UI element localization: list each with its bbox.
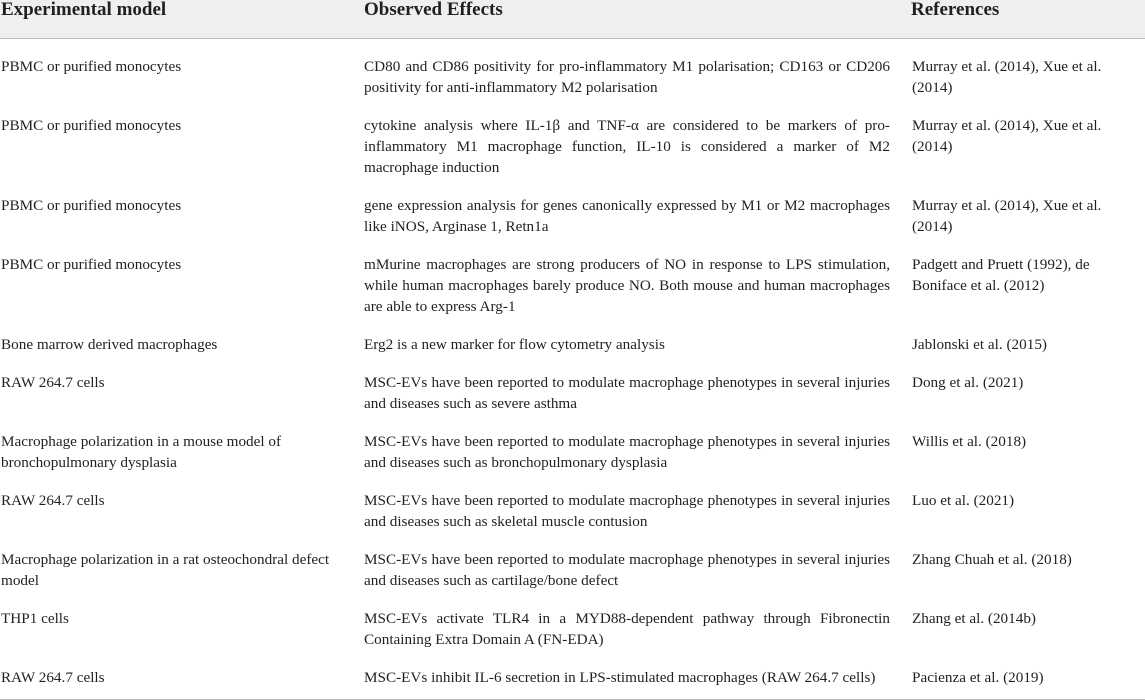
cell-model: Macrophage polarization in a rat osteochondral defect model [1,551,330,589]
cell-model: THP1 cells [1,610,69,627]
cell-effects: cytokine analysis where IL-1β and TNF-α are considered to be markers of pro-inflammatory M1 macrophage function, IL-10 is considered a marker of M2 macrophage induction [364,117,890,176]
table-row [0,99,1145,179]
cell-effects: Erg2 is a new marker for flow cytometry analysis [364,336,665,353]
cell-references: Jablonski et al. (2015) [912,336,1047,353]
cell-effects: MSC-EVs inhibit IL-6 secretion in LPS-stimulated macrophages (RAW 264.7 cells) [362,651,910,700]
cell-model: RAW 264.7 cells [1,492,105,509]
header-experimental-model: Experimental model [0,0,362,39]
cell-references: Willis et al. (2018) [912,433,1027,450]
cell-references: Luo et al. (2021) [912,492,1015,509]
table-row [0,651,1145,700]
cell-effects: MSC-EVs have been reported to modulate macrophage phenotypes in several injuries and diseases such as skeletal muscle contusion [364,492,890,530]
cell-references: Murray et al. (2014), Xue et al. (2014) [912,58,1102,96]
table-row [0,179,1145,238]
table-row [0,415,1145,474]
cell-model: PBMC or purified monocytes [1,117,182,134]
cell-effects: MSC-EVs have been reported to modulate macrophage phenotypes in several injuries and diseases such as bronchopulmonary dysplasia [364,433,890,471]
cell-model: PBMC or purified monocytes [1,58,182,75]
cell-references: Zhang et al. (2014b) [912,610,1036,627]
cell-references: Murray et al. (2014), Xue et al. (2014) [912,117,1102,155]
table-row [0,39,1145,100]
table-row [0,592,1145,651]
table-row [0,318,1145,356]
cell-model: PBMC or purified monocytes [1,256,182,273]
table-row [0,238,1145,318]
cell-model: Bone marrow derived macrophages [1,336,218,353]
cell-references: Padgett and Pruett (1992), de Boniface et al. (2012) [912,256,1090,294]
table-header [0,0,1145,39]
table-body [0,39,1145,700]
header-references: References [910,0,1145,39]
cell-references: Dong et al. (2021) [912,374,1024,391]
cell-references: Pacienza et al. (2019) [910,651,1145,700]
header-observed-effects: Observed Effects [362,0,910,39]
cell-effects: gene expression analysis for genes canonically expressed by M1 or M2 macrophages like iNOS, Arginase 1, Retn1a [364,197,890,235]
cell-effects: CD80 and CD86 positivity for pro-inflammatory M1 polarisation; CD163 or CD206 positivity for anti-inflammatory M2 polarisation [364,58,890,96]
cell-effects: MSC-EVs have been reported to modulate macrophage phenotypes in several injuries and diseases such as severe asthma [364,374,890,412]
cell-references: Zhang Chuah et al. (2018) [912,551,1072,568]
cell-effects: MSC-EVs activate TLR4 in a MYD88-dependent pathway through Fibronectin Containing Extra Domain A (FN-EDA) [364,610,890,648]
cell-references: Murray et al. (2014), Xue et al. (2014) [912,197,1102,235]
table-row [0,474,1145,533]
header-row [0,0,1145,39]
table-row [0,533,1145,592]
cell-model: RAW 264.7 cells [1,374,105,391]
table-row [0,356,1145,415]
cell-effects: mMurine macrophages are strong producers of NO in response to LPS stimulation, while human macrophages barely produce NO. Both mouse and human macrophages are able to express Arg-1 [364,256,890,315]
cell-effects: MSC-EVs have been reported to modulate macrophage phenotypes in several injuries and diseases such as cartilage/bone defect [364,551,890,589]
cell-model: RAW 264.7 cells [0,651,362,700]
cell-model: PBMC or purified monocytes [1,197,182,214]
cell-model: Macrophage polarization in a mouse model of bronchopulmonary dysplasia [1,433,282,471]
